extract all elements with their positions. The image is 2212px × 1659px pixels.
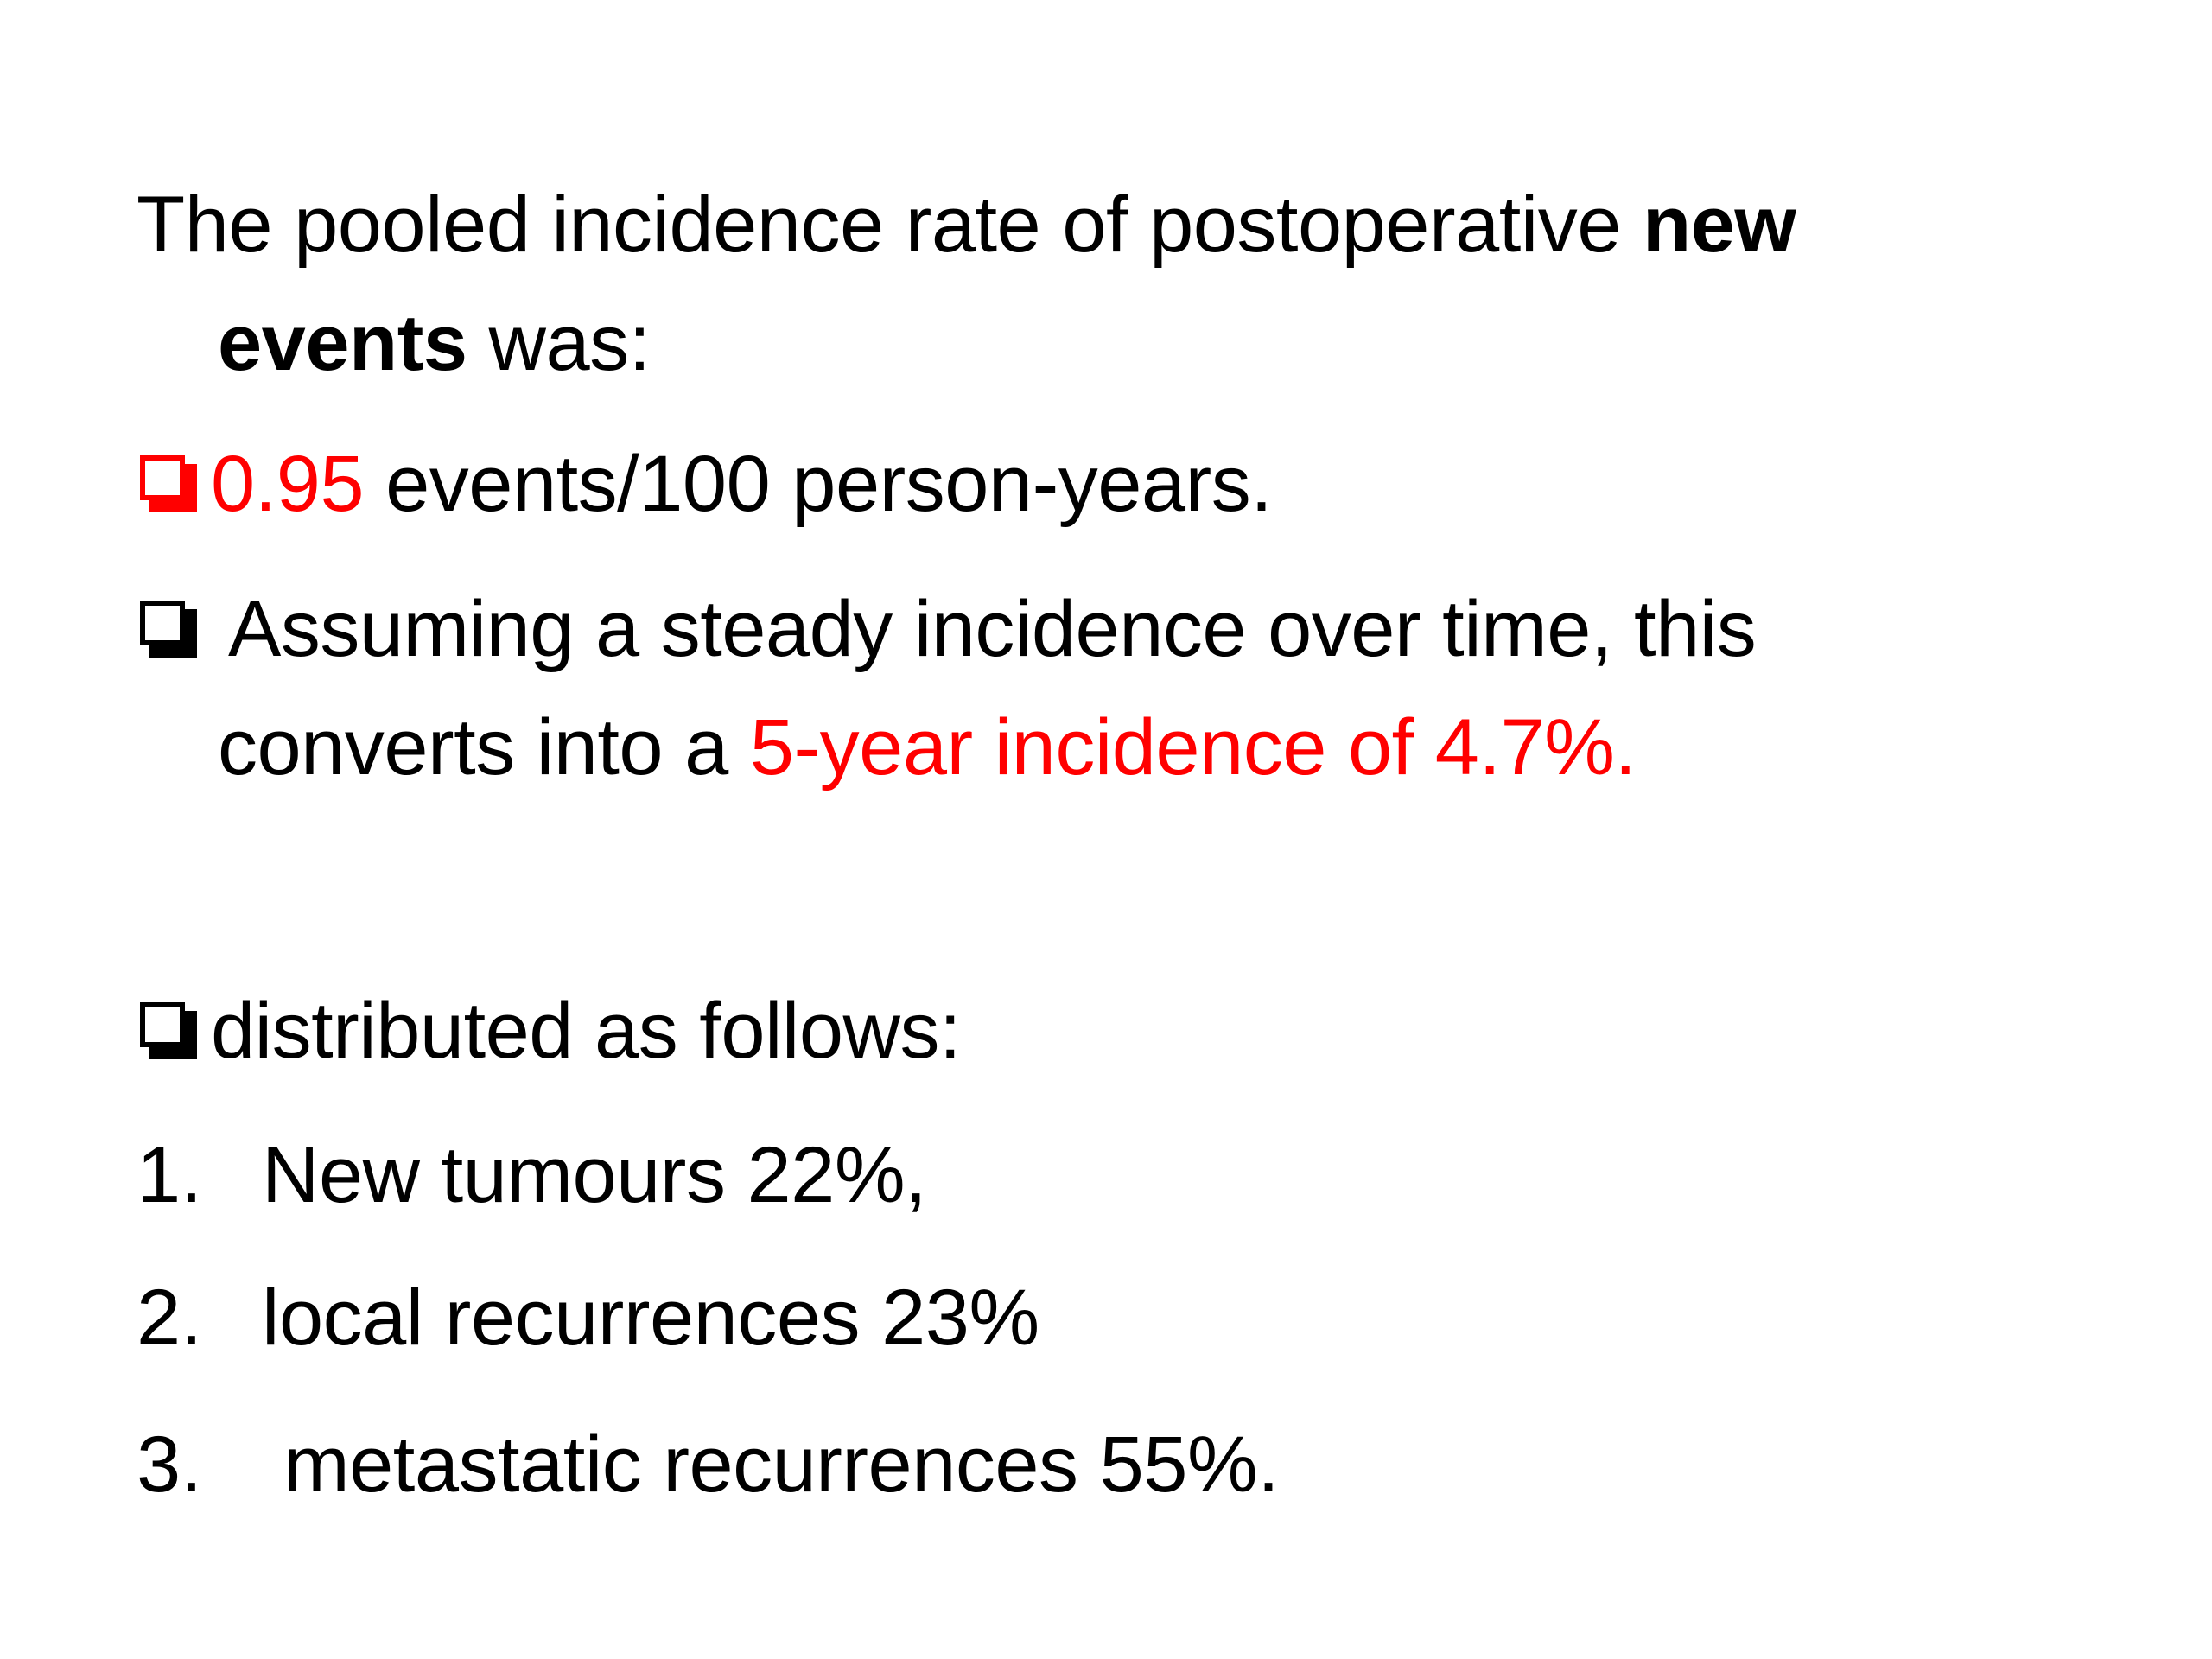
bullet-rate bbox=[140, 436, 1272, 531]
intro-line-2 bbox=[218, 296, 651, 391]
list-item bbox=[137, 1128, 926, 1223]
list-text: New tumours 22%, bbox=[262, 1131, 927, 1219]
intro-bold-events: events bbox=[218, 299, 467, 387]
bullet-distribution bbox=[140, 983, 961, 1078]
rate-value: 0.95 bbox=[211, 440, 365, 528]
distribution-text: distributed as follows: bbox=[211, 987, 962, 1075]
intro-text: The pooled incidence rate of postoperative bbox=[137, 181, 1643, 269]
list-text: local recurrences 23% bbox=[262, 1274, 1039, 1362]
rate-text: events/100 person-years. bbox=[364, 440, 1273, 528]
assumption-text: Assuming a steady incidence over time, this bbox=[211, 585, 1757, 673]
checkbox-icon bbox=[140, 455, 199, 514]
list-number: 1. bbox=[137, 1131, 202, 1219]
intro-line-1 bbox=[137, 177, 1796, 272]
intro-text-was: was: bbox=[467, 299, 651, 387]
list-item bbox=[137, 1417, 1279, 1512]
bullet-assumption-cont bbox=[218, 700, 1637, 795]
checkbox-icon bbox=[140, 601, 199, 659]
list-item bbox=[137, 1270, 1039, 1365]
checkbox-icon bbox=[140, 1002, 199, 1061]
intro-bold-new: new bbox=[1643, 181, 1796, 269]
list-text: metastatic recurrences 55%. bbox=[283, 1421, 1280, 1509]
assumption-text-cont: converts into a bbox=[218, 703, 750, 791]
list-number: 3. bbox=[137, 1421, 202, 1509]
bullet-assumption bbox=[140, 582, 1756, 677]
five-year-incidence: 5-year incidence of 4.7%. bbox=[749, 703, 1637, 791]
list-number: 2. bbox=[137, 1274, 202, 1362]
